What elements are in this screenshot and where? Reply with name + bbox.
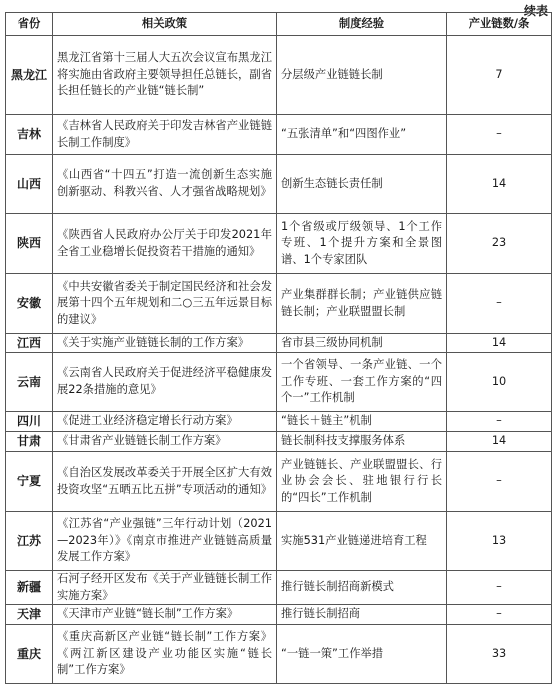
cell-experience: 链长制科技支撑服务体系 — [277, 432, 447, 452]
cell-province: 新疆 — [6, 571, 53, 605]
table-row — [6, 155, 552, 214]
table-body — [6, 36, 552, 684]
cell-count: 13 — [447, 512, 552, 571]
cell-policy: 《江苏省“产业强链”三年行动计划（2021—2023年）》《南京市推进产业链链高质量发展工作方案》 — [53, 512, 277, 571]
table-row — [6, 334, 552, 353]
cell-province: 吉林 — [6, 115, 53, 155]
cell-province: 重庆 — [6, 625, 53, 684]
cell-policy: 《吉林省人民政府关于印发吉林省产业链链长制工作制度》 — [53, 115, 277, 155]
cell-experience: “五张清单”和“四图作业” — [277, 115, 447, 155]
cell-experience: 实施531产业链递进培育工程 — [277, 512, 447, 571]
cell-province: 陕西 — [6, 214, 53, 274]
table-row — [6, 115, 552, 155]
table-row — [6, 512, 552, 571]
cell-province: 江西 — [6, 334, 53, 353]
header-row — [6, 13, 552, 36]
cell-count: 23 — [447, 214, 552, 274]
cell-policy: 黑龙江省第十三届人大五次会议宣布黑龙江将实施由省政府主要领导担任总链长，副省长担任链长的产业链“链长制” — [53, 36, 277, 115]
cell-policy: 《甘肃省产业链链长制工作方案》 — [53, 432, 277, 452]
cell-policy: 《关于实施产业链链长制的工作方案》 — [53, 334, 277, 353]
cell-policy: 《陕西省人民政府办公厅关于印发2021年全省工业稳增长促投资若干措施的通知》 — [53, 214, 277, 274]
table-row — [6, 605, 552, 625]
cell-experience: 分层级产业链链长制 — [277, 36, 447, 115]
cell-experience: 创新生态链长责任制 — [277, 155, 447, 214]
cell-province: 宁夏 — [6, 452, 53, 512]
cell-policy: 《天津市产业链“链长制”工作方案》 — [53, 605, 277, 625]
cell-experience: 产业集群群长制；产业链供应链链长制；产业联盟盟长制 — [277, 274, 447, 334]
cell-experience: 推行链长制招商新模式 — [277, 571, 447, 605]
cell-experience: “链长＋链主”机制 — [277, 412, 447, 432]
cell-experience: 推行链长制招商 — [277, 605, 447, 625]
cell-province: 云南 — [6, 353, 53, 412]
cell-province: 甘肃 — [6, 432, 53, 452]
cell-count: – — [447, 571, 552, 605]
table-row — [6, 432, 552, 452]
cell-experience: 一个省领导、一条产业链、一个工作专班、一套工作方案的“四个一”工作机制 — [277, 353, 447, 412]
cell-experience: 产业链链长、产业联盟盟长、行业协会会长、驻地银行行长的“四长”工作机制 — [277, 452, 447, 512]
table-row — [6, 625, 552, 684]
cell-count: 14 — [447, 432, 552, 452]
cell-count: 14 — [447, 334, 552, 353]
header-experience: 制度经验 — [277, 13, 447, 36]
cell-province: 江苏 — [6, 512, 53, 571]
cell-province: 安徽 — [6, 274, 53, 334]
cell-experience: “一链一策”工作举措 — [277, 625, 447, 684]
cell-province: 四川 — [6, 412, 53, 432]
table-row — [6, 571, 552, 605]
cell-experience: 1个省级或厅级领导、1个工作专班、1个提升方案和全景图谱、1个专家团队 — [277, 214, 447, 274]
cell-policy: 石河子经开区发布《关于产业链链长制工作实施方案》 — [53, 571, 277, 605]
header-count: 产业链数/条 — [447, 13, 552, 36]
cell-policy: 《中共安徽省委关于制定国民经济和社会发展第十四个五年规划和二○三五年远景目标的建议》 — [53, 274, 277, 334]
cell-count: – — [447, 115, 552, 155]
table-header — [6, 13, 552, 36]
cell-count: – — [447, 412, 552, 432]
cell-experience: 省市县三级协同机制 — [277, 334, 447, 353]
table-row — [6, 452, 552, 512]
cell-province: 黑龙江 — [6, 36, 53, 115]
cell-count: – — [447, 605, 552, 625]
cell-policy: 《云南省人民政府关于促进经济平稳健康发展22条措施的意见》 — [53, 353, 277, 412]
table-row — [6, 274, 552, 334]
header-policy: 相关政策 — [53, 13, 277, 36]
cell-policy: 《自治区发展改革委关于开展全区扩大有效投资攻坚“五晒五比五拼”专项活动的通知》 — [53, 452, 277, 512]
table-row — [6, 412, 552, 432]
cell-count: – — [447, 452, 552, 512]
cell-count: – — [447, 274, 552, 334]
table-row — [6, 36, 552, 115]
table-row — [6, 353, 552, 412]
cell-policy: 《山西省“十四五”打造一流创新生态实施创新驱动、科教兴省、人才强省战略规划》 — [53, 155, 277, 214]
table-row — [6, 214, 552, 274]
cell-count: 10 — [447, 353, 552, 412]
cell-policy: 《重庆高新区产业链“链长制”工作方案》《两江新区建设产业功能区实施“链长制”工作方案》 — [53, 625, 277, 684]
policy-table — [5, 12, 552, 684]
cell-count: 14 — [447, 155, 552, 214]
cell-count: 33 — [447, 625, 552, 684]
cell-policy: 《促进工业经济稳定增长行动方案》 — [53, 412, 277, 432]
cell-province: 山西 — [6, 155, 53, 214]
header-province: 省份 — [6, 13, 53, 36]
table-continuation-caption: 续表 — [523, 4, 548, 18]
cell-count: 7 — [447, 36, 552, 115]
cell-province: 天津 — [6, 605, 53, 625]
